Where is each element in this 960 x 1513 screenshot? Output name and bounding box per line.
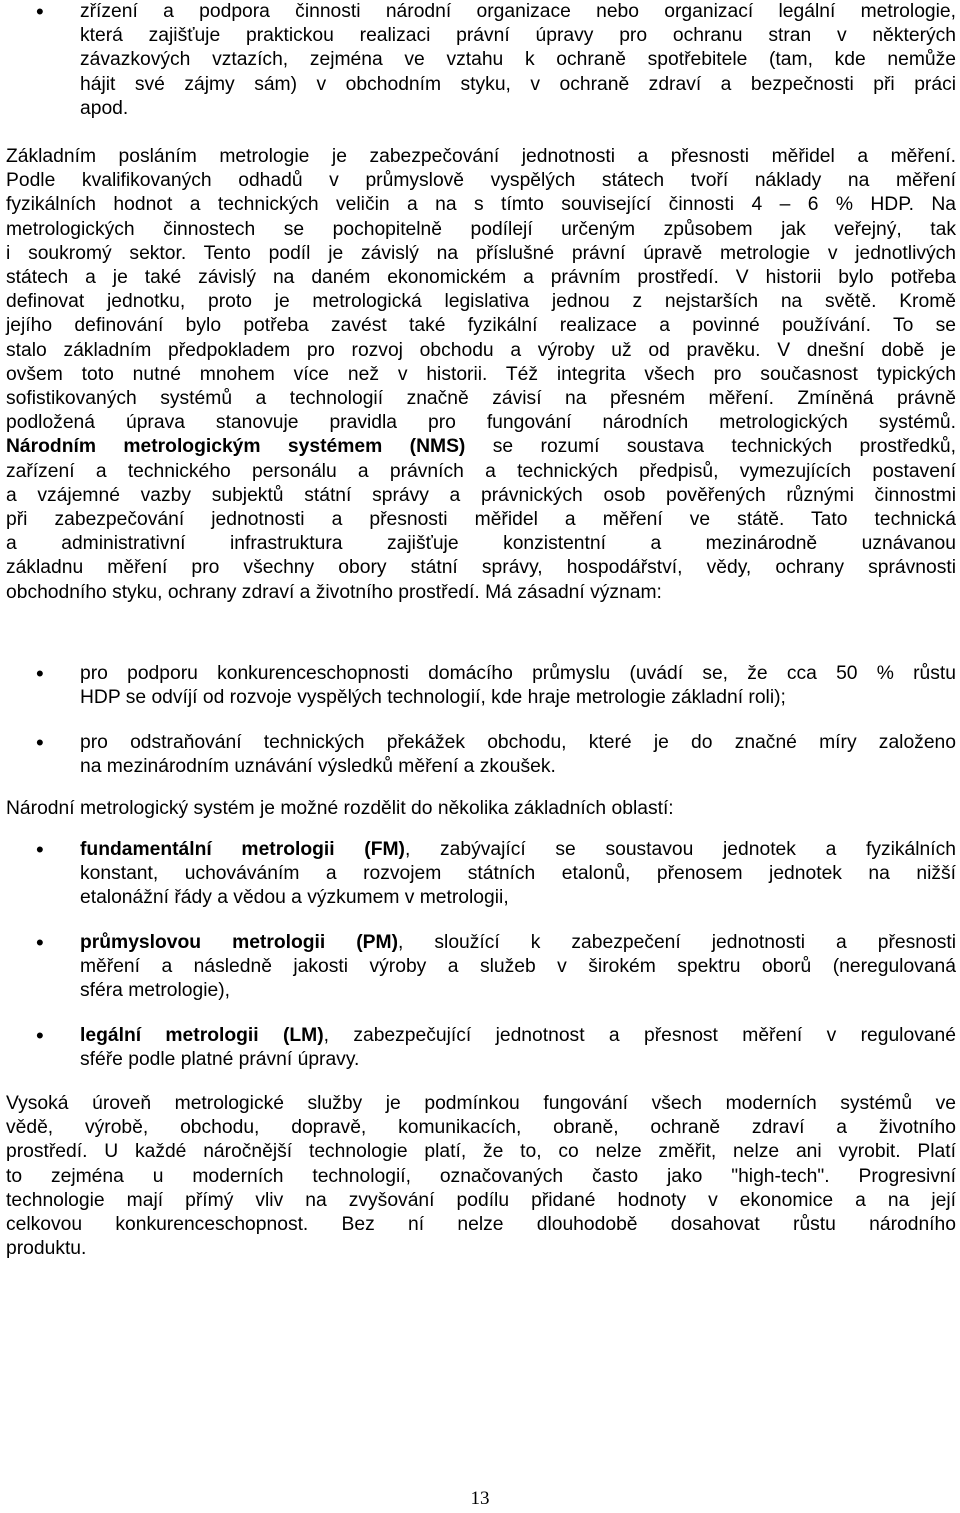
text-run: , zabývající se soustavou jednotek a fyzikálních xyxy=(404,839,956,860)
paragraph-metrology-services xyxy=(6,1092,956,1261)
bullet-trade-barriers xyxy=(80,731,956,779)
text-line: definovat jednotku, proto je metrologická legislativa jednou z nejstarších na světě. Kromě xyxy=(6,291,956,313)
text-line: státech a je také závislý na daném ekonomickém a právním prostředí. V historii bylo potřeba xyxy=(6,267,956,289)
text-line: Základním posláním metrologie je zabezpečování jednotnosti a přesnosti měřidel a měření. xyxy=(6,146,956,167)
bullet-competitiveness xyxy=(80,662,956,710)
area-fundamental-metrology xyxy=(80,838,956,911)
text-line: pro podporu konkurenceschopnosti domácího průmyslu (uvádí se, že cca 50 % růstu xyxy=(80,663,956,684)
text-line: základnu měření pro všechny obory státní správy, hospodářství, vědy, ochrany správnosti xyxy=(6,557,956,579)
text-line: Národní metrologický systém je možné rozdělit do několika základních oblastí: xyxy=(6,798,674,819)
text-line: sofistikovaných systémů a technologií značně závisí na přesném měření. Zmíněná právně xyxy=(6,388,956,410)
text-line: na mezinárodním uznávání výsledků měření a zkoušek. xyxy=(80,756,556,778)
text-line: sféra metrologie), xyxy=(80,980,231,1002)
paragraph-metrology-mission xyxy=(6,145,956,605)
text-line: závazkových vztazích, zejména ve vztahu k ochraně spotřebitele (tam, kde nemůže xyxy=(80,49,956,71)
text-line: apod. xyxy=(80,97,129,119)
page-number: 13 xyxy=(470,1488,490,1509)
text-line: pro odstraňování technických překážek obchodu, které je do značné míry založeno xyxy=(80,732,956,753)
text-line: celkovou konkurenceschopnost. Bez ní nelze dlouhodobě dosahovat růstu národního xyxy=(6,1214,956,1236)
text-line: HDP se odvíjí od rozvoje vyspělých technologií, kde hraje metrologie základní roli); xyxy=(80,687,786,709)
text-line xyxy=(6,435,956,459)
term-lm: legální metrologii (LM) xyxy=(80,1025,324,1046)
text-line: jejího definování bylo potřeba zavést také fyzikální realizace a povinné používání. To se xyxy=(6,315,956,337)
text-line xyxy=(80,931,956,955)
bullet-marker: • xyxy=(36,730,44,755)
bullet-legal-metrology-org xyxy=(80,0,956,121)
text-line: zřízení a podpora činnosti národní organizace nebo organizací legální metrologie, xyxy=(80,1,956,22)
text-line: sféře podle platné právní úpravy. xyxy=(80,1049,360,1071)
text-line: metrologických činnostech se pochopitelně podílejí určeným způsobem jak veřejný, tak xyxy=(6,218,956,240)
text-line: podložená úprava stanovuje pravidla pro fungování národních metrologických systémů. xyxy=(6,412,956,434)
area-legal-metrology xyxy=(80,1024,956,1072)
bullet-marker: • xyxy=(36,661,44,686)
bullet-marker: • xyxy=(36,930,44,955)
text-line: konstant, uchováváním a rozvojem státních etalonů, přenosem jednotek na nižší xyxy=(80,863,956,885)
bullet-marker: • xyxy=(36,1023,44,1048)
text-line: při zabezpečování jednotnosti a přesnosti měřidel a měření ve státě. Tato technická xyxy=(6,509,956,531)
text-line: stalo základním předpokladem pro rozvoj obchodu a výroby už od pravěku. V dnešní době je xyxy=(6,339,956,361)
bullet-marker: • xyxy=(36,0,44,24)
text-line: zařízení a technického personálu a právních a technických předpisů, vymezujících postavení xyxy=(6,460,956,482)
areas-intro xyxy=(6,797,956,821)
text-line xyxy=(80,838,956,862)
text-run: , sloužící k zabezpečení jednotnosti a přesnosti xyxy=(398,932,956,953)
text-line: obchodního styku, ochrany zdraví a životního prostředí. Má zásadní význam: xyxy=(6,581,662,603)
text-line: Podle kvalifikovaných odhadů v průmyslově vyspělých státech tvoří náklady na měření xyxy=(6,170,956,192)
text-line: a vzájemné vazby subjektů státní správy a právnických osob pověřených různými činnostmi xyxy=(6,484,956,506)
term-pm: průmyslovou metrologii (PM) xyxy=(80,932,399,953)
text-line: produktu. xyxy=(6,1238,87,1260)
text-line: to zejména u moderních technologií, označovaných často jako "high-tech". Progresivní xyxy=(6,1165,956,1187)
text-line: hájit své zájmy sám) v obchodním styku, v ochraně zdraví a bezpečnosti při práci xyxy=(80,73,956,95)
text-line: technologie mají přímý vliv na zvyšování podílu přidané hodnoty v ekonomice a na její xyxy=(6,1189,956,1211)
area-industrial-metrology xyxy=(80,931,956,1004)
text-line: i soukromý sektor. Tento podíl je závislý na příslušné právní úpravě metrologie v jednotlivých xyxy=(6,242,956,264)
term-fm: fundamentální metrologii (FM) xyxy=(80,839,405,860)
text-line: fyzikálních hodnot a technických veličin a na s tímto související činnosti 4 – 6 % HDP. Na xyxy=(6,194,956,216)
text-line: ovšem toto nutné mnohem více než v historii. Též integrita všech pro současnost typických xyxy=(6,363,956,385)
text-line: etalonážní řády a vědou a výzkumem v metrologii, xyxy=(80,887,509,909)
text-line: a administrativní infrastruktura zajišťuje konzistentní a mezinárodně uznávanou xyxy=(6,533,956,555)
bullet-marker: • xyxy=(36,837,44,862)
text-line: Vysoká úroveň metrologické služby je podmínkou fungování všech moderních systémů ve xyxy=(6,1093,956,1114)
text-line: která zajišťuje praktickou realizaci právní úpravy pro ochranu stran v některých xyxy=(80,25,956,47)
text-run: se rozumí soustava technických prostředků, xyxy=(465,436,957,458)
text-line xyxy=(80,1024,956,1048)
term-nms: Národním metrologickým systémem (NMS) xyxy=(6,436,466,458)
text-line: měření a následně jakosti výroby a služeb v širokém spektru oborů (neregulovaná xyxy=(80,956,956,978)
text-line: vědě, výrobě, obchodu, dopravě, komunikacích, obraně, ochraně zdraví a životního xyxy=(6,1117,956,1139)
text-run: , zabezpečující jednotnost a přesnost měření v regulované xyxy=(323,1025,956,1046)
text-line: prostředí. U každé náročnější technologie platí, že to, co nelze změřit, nelze ani vyrobit. Platí xyxy=(6,1141,956,1163)
